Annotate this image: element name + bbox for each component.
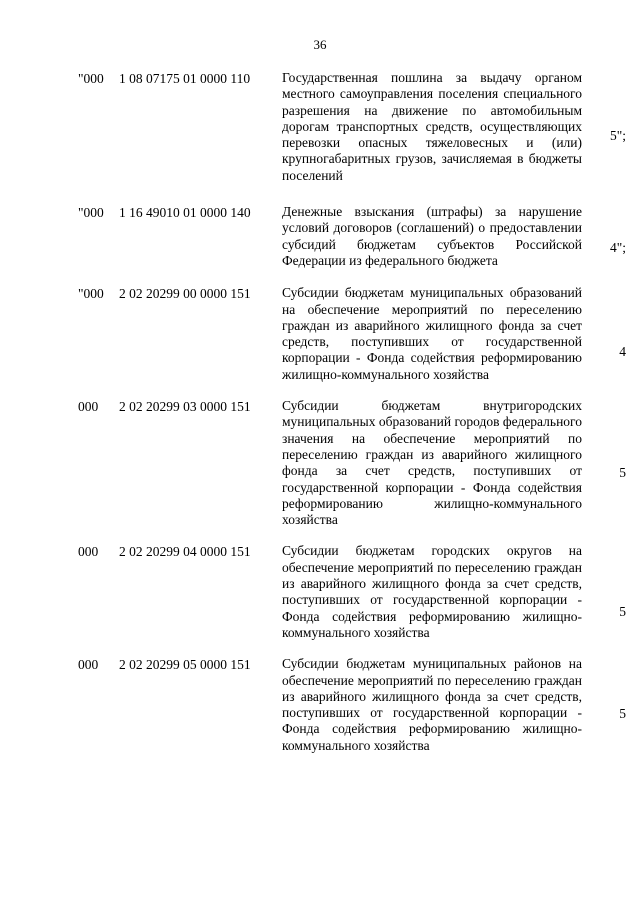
revenue-description: Государственная пошлина за выдачу органом местного самоуправления поселения специального разрешения на движение по автомобильным дорогам транспортных средств, осуществляющих перевозки опасных тяжеловесных и (или) крупногабаритных грузов, зачисляемая в бюджеты поселений [282,70,582,183]
table-row [0,398,640,528]
admin-code: 000 [78,544,99,560]
norm-value: 4 [619,344,626,360]
norm-value: 5"; [609,128,626,143]
revenue-description: Субсидии бюджетам внутригородских муниципальных образований городов федерального значения на обеспечение мероприятий по переселению граждан из аварийного жилищного фонда за счет средств, поступивших от государственной корпорации - Фонда содействия реформированию жилищно-коммунального хозяйства [282,398,582,528]
norm-value: 5 [619,706,626,722]
norm-value: 4"; [609,240,626,256]
budget-classification-code: 2 02 20299 03 0000 151 [119,399,251,415]
table-row [0,70,640,184]
budget-classification-code: 2 02 20299 05 0000 151 [119,657,251,673]
revenue-description: Субсидии бюджетам городских округов на обеспечение мероприятий по переселению граждан из аварийного жилищного фонда за счет средств, поступивших от государственной корпорации - Фонда содействия реформированию жилищно-коммунального хозяйства [282,543,582,640]
admin-code: 000 [78,399,99,415]
admin-code: 000 [78,657,99,673]
admin-code: "000 [78,205,104,221]
admin-code: "000 [78,71,104,86]
table-row [0,285,640,383]
norm-value: 5 [619,465,626,481]
budget-classification-code: 1 16 49010 01 0000 140 [119,205,251,221]
table-row [0,543,640,641]
table-row [0,656,640,754]
budget-classification-code: 1 08 07175 01 0000 110 [119,71,251,86]
revenue-code-table [0,70,640,754]
revenue-description: Денежные взыскания (штрафы) за нарушение условий договоров (соглашений) о предоставлении субсидий бюджетам субъектов Российской Федерации из федерального бюджета [282,204,582,268]
revenue-description: Субсидии бюджетам муниципальных районов на обеспечение мероприятий по переселению граждан из аварийного жилищного фонда за счет средств, поступивших от государственной корпорации - Фонда содействия реформированию жилищно-коммунального хозяйства [282,656,582,753]
page-number: 36 [313,37,327,52]
norm-value: 5 [619,604,626,620]
budget-classification-code: 2 02 20299 00 0000 151 [119,286,251,302]
table-row [0,204,640,269]
revenue-description: Субсидии бюджетам муниципальных образований на обеспечение мероприятий по переселению граждан из аварийного жилищного фонда за счет средств, поступивших от государственной корпорации - Фонда содействия реформированию жилищно-коммунального хозяйства [282,285,582,382]
budget-classification-code: 2 02 20299 04 0000 151 [119,544,251,560]
admin-code: "000 [78,286,104,302]
